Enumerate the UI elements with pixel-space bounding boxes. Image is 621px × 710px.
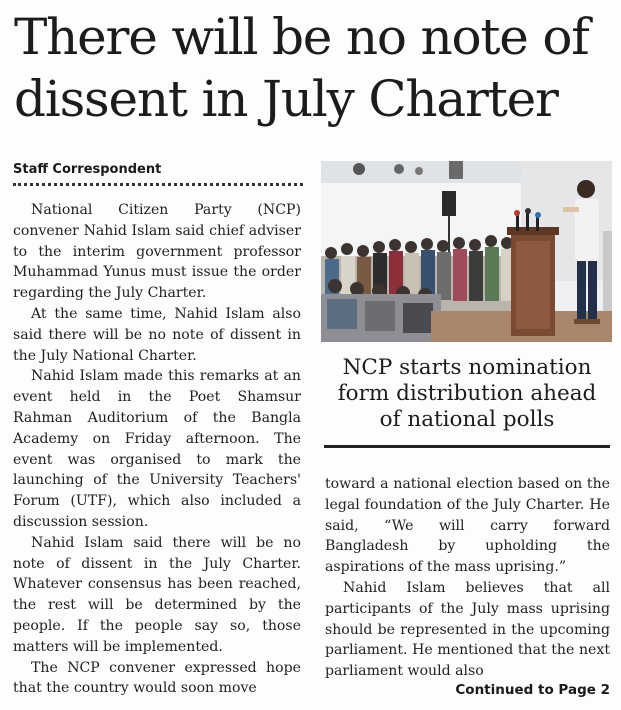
continued-link[interactable]: Continued to Page 2 [455, 682, 610, 698]
paragraph: Nahid Islam believes that all participants of the July mass uprising should be represented in the upcoming parliament. He mentioned that the next parliament would also [325, 579, 610, 680]
byline: Staff Correspondent [13, 162, 303, 186]
paragraph: At the same time, Nahid Islam also said there will be no note of dissent in the July National Charter. [13, 305, 301, 364]
paragraph: toward a national election based on the legal foundation of the July Charter. He said, “We will carry forward Bangladesh by upholding the aspirations of the mass uprising.” [325, 476, 610, 576]
paragraph: The NCP convener expressed hope that the country would soon move [13, 659, 301, 697]
headline [14, 6, 614, 130]
article-column-left [13, 200, 301, 699]
headline-line-2: dissent in July Charter [14, 70, 558, 128]
sidebar-headline-line-2: form distribution ahead [337, 381, 597, 406]
paragraph: Nahid Islam said there will be no note of dissent in the July Charter. Whatever consensus has been reached, the rest will be determined by the people. If the people say so, those matters will be implemented. [13, 534, 301, 655]
paragraph: Nahid Islam made this remarks at an event held in the Poet Shamsur Rahman Auditorium of the Bangla Academy on Friday afternoon. The event was organised to mark the launching of the University Teachers' Forum (UTF), which also included a discussion session. [13, 368, 301, 530]
sidebar-headline [324, 355, 610, 448]
news-photo [321, 161, 612, 342]
paragraph: National Citizen Party (NCP) convener Nahid Islam said chief adviser to the interim government professor Muhammad Yunus must issue the order regarding the July Charter. [13, 202, 301, 302]
sidebar-headline-line-1: NCP starts nomination [342, 355, 592, 380]
sidebar-headline-line-3: of national polls [379, 407, 555, 432]
headline-line-1: There will be no note of [14, 8, 589, 66]
article-column-right [325, 474, 610, 682]
